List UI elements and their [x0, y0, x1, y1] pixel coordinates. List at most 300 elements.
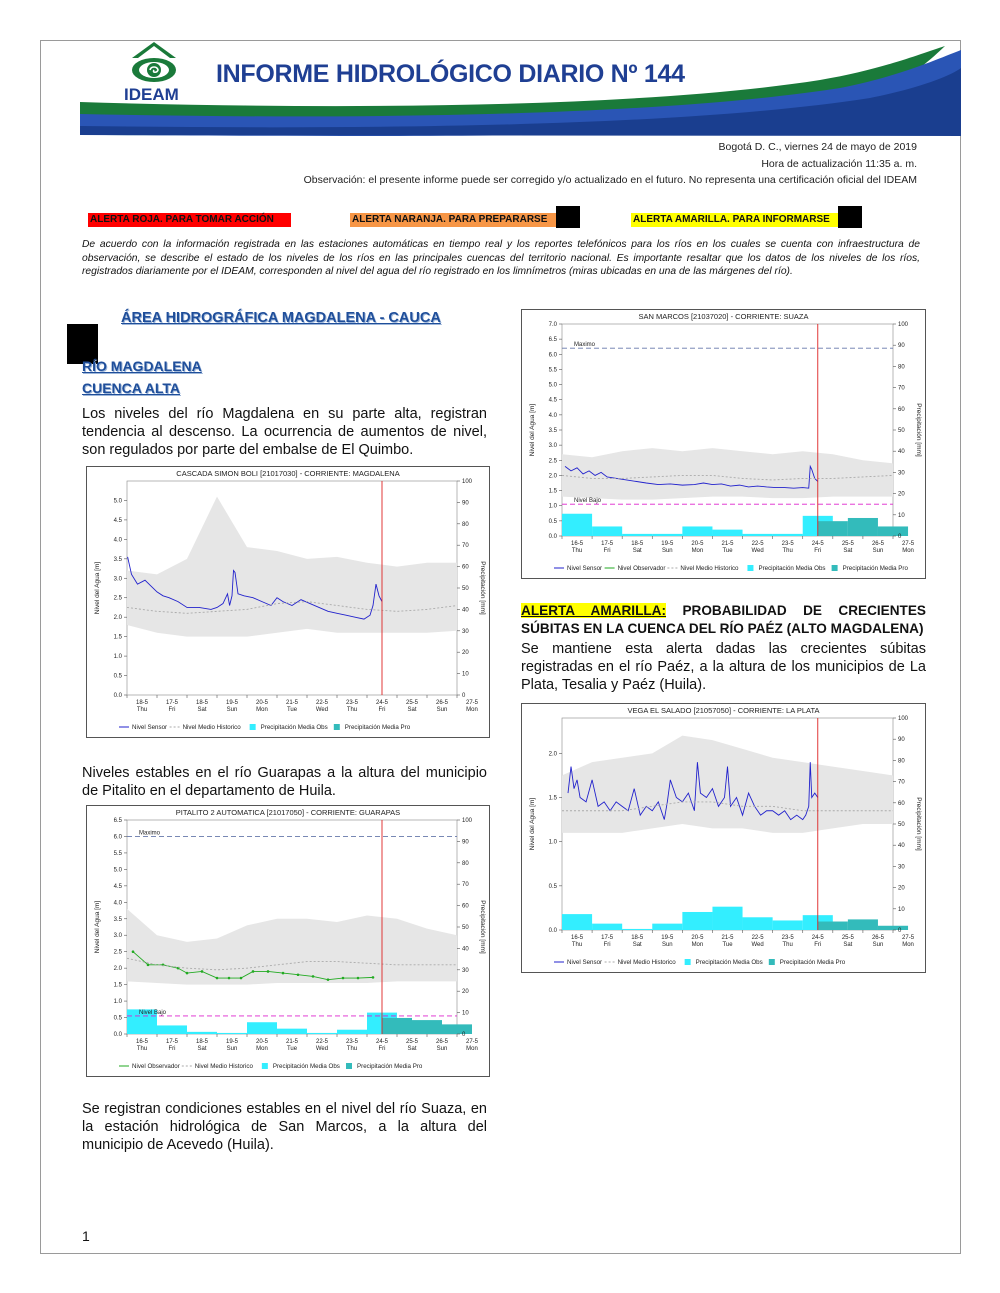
- low-level-label: Nivel Bajo: [574, 498, 602, 505]
- x-tick-label: 24-5: [375, 1039, 389, 1045]
- legend-swatch: [346, 1063, 352, 1069]
- y2-tick-label: 10: [462, 1010, 469, 1017]
- x-tick-day-label: Sun: [436, 1046, 448, 1052]
- magdalena-paragraph: Los niveles del río Magdalena en su parte alta, registran tendencia al descenso. La ocurrencia de aumentos de nivel, son regulados por parte del embalse de El Quimbo.: [82, 406, 487, 458]
- legend-label: Nivel Sensor: [567, 959, 603, 966]
- precip-pro-bar: [818, 521, 848, 536]
- x-tick-day-label: Fri: [378, 1046, 386, 1052]
- y2-tick-label: 40: [462, 946, 469, 953]
- x-tick-day-label: Sat: [407, 707, 417, 713]
- x-tick-label: 26-5: [871, 541, 884, 547]
- y2-tick-label: 10: [462, 671, 469, 678]
- legend-label: Precipitación Media Pro: [842, 565, 908, 572]
- x-tick-day-label: Mon: [691, 548, 704, 554]
- x-tick-day-label: Sat: [197, 707, 207, 713]
- precip-obs-bar: [217, 1033, 247, 1034]
- y-tick-label: 0.0: [113, 693, 122, 699]
- x-tick-day-label: Fri: [603, 942, 611, 948]
- ideam-logo: [124, 40, 184, 88]
- x-tick-day-label: Fri: [168, 1046, 176, 1052]
- series-point: [132, 950, 135, 953]
- max-level-label: Maximo: [574, 342, 596, 349]
- y-tick-label: 1.5: [113, 982, 122, 989]
- series-point: [147, 964, 150, 967]
- y-tick-label: 5.5: [113, 850, 122, 857]
- x-tick-label: 24-5: [375, 700, 389, 706]
- x-tick-label: 27-5: [465, 700, 479, 706]
- x-tick-label: 17-5: [601, 541, 614, 547]
- series-point: [327, 978, 330, 981]
- x-tick-label: 20-5: [691, 541, 704, 547]
- precip-obs-bar: [592, 526, 622, 536]
- legend-label: Nivel Observador: [617, 565, 666, 572]
- x-tick-label: 25-5: [405, 700, 419, 706]
- x-tick-day-label: Mon: [466, 1046, 478, 1052]
- y-tick-label: 0.5: [113, 673, 122, 680]
- x-tick-day-label: Thu: [782, 548, 793, 554]
- x-tick-label: 25-5: [841, 935, 854, 941]
- y-axis-label: Nivel del Agua [m]: [94, 561, 101, 615]
- precip-obs-bar: [682, 912, 712, 930]
- x-tick-label: 16-5: [571, 541, 584, 547]
- y2-tick-label: 40: [898, 449, 905, 456]
- y-tick-label: 3.0: [113, 576, 122, 583]
- y-axis-label: Nivel del Agua [m]: [529, 797, 536, 851]
- y2-tick-label: 0: [898, 534, 902, 540]
- series-point: [297, 973, 300, 976]
- y-tick-label: 5.5: [548, 367, 557, 374]
- x-tick-day-label: Tue: [286, 1046, 298, 1052]
- x-tick-day-label: Mon: [902, 548, 914, 554]
- series-point: [372, 976, 375, 979]
- y2-tick-label: 80: [898, 364, 905, 371]
- x-tick-day-label: Tue: [722, 942, 733, 948]
- y-tick-label: 4.0: [548, 412, 557, 419]
- precip-obs-bar: [187, 1032, 217, 1034]
- x-tick-label: 24-5: [811, 541, 824, 547]
- legend-label: Nivel Sensor: [567, 565, 603, 572]
- legend-label: Precipitación Media Obs: [695, 959, 763, 966]
- y2-axis-label: Precipitación [mm]: [479, 900, 486, 954]
- legend-swatch: [250, 724, 256, 730]
- y2-tick-label: 60: [462, 903, 469, 910]
- y-tick-label: 0.5: [548, 518, 557, 525]
- y-tick-label: 2.5: [113, 595, 122, 602]
- y2-tick-label: 20: [898, 491, 905, 498]
- y-axis-label: Nivel del Agua [m]: [529, 403, 536, 457]
- legend-label: Precipitación Media Obs: [260, 724, 328, 731]
- x-tick-label: 22-5: [315, 700, 329, 706]
- legend-label: Nivel Observador: [132, 1063, 180, 1070]
- x-tick-day-label: Sun: [436, 707, 448, 713]
- x-tick-day-label: Sun: [661, 942, 673, 948]
- x-tick-day-label: Sun: [872, 942, 884, 948]
- x-tick-label: 16-5: [135, 1039, 149, 1045]
- redaction-block: [838, 206, 862, 228]
- x-tick-day-label: Sun: [872, 548, 884, 554]
- suaza-paragraph: Se registran condiciones estables en el nivel del río Suaza, en la estación hidrológica de San Marcos, a la altura del municipio de Acevedo (Huila).: [82, 1101, 487, 1153]
- x-tick-label: 27-5: [902, 935, 915, 941]
- y-tick-label: 0.5: [113, 1015, 122, 1022]
- river-title: RÍO MAGDALENA: [82, 358, 202, 374]
- y-tick-label: 6.5: [548, 337, 557, 344]
- x-tick-label: 18-5: [135, 700, 149, 706]
- y2-tick-label: 10: [898, 512, 905, 519]
- chart-cascada: [86, 466, 490, 738]
- x-tick-day-label: Sat: [843, 548, 853, 554]
- yellow-alert-heading: [521, 602, 926, 638]
- x-tick-label: 21-5: [285, 700, 299, 706]
- x-tick-day-label: Thu: [136, 707, 148, 713]
- precip-obs-bar: [307, 1033, 337, 1034]
- x-tick-day-label: Fri: [814, 942, 822, 948]
- series-point: [282, 972, 285, 975]
- x-tick-day-label: Thu: [571, 548, 583, 554]
- y2-tick-label: 60: [462, 564, 469, 571]
- y2-tick-label: 100: [462, 818, 473, 824]
- series-point: [228, 977, 231, 980]
- x-tick-label: 26-5: [871, 935, 884, 941]
- legend-label: Nivel Medio Historico: [617, 959, 676, 966]
- legend-swatch: [769, 959, 775, 965]
- legend-label: Precipitación Media Pro: [357, 1063, 423, 1070]
- chart-title: SAN MARCOS [21037020] - CORRIENTE: SUAZA: [638, 312, 809, 321]
- y2-tick-label: 70: [898, 385, 905, 392]
- y-axis-label: Nivel del Agua [m]: [94, 900, 101, 954]
- chart-title: VEGA EL SALADO [21057050] - CORRIENTE: LA PLATA: [627, 706, 820, 715]
- y-tick-label: 1.0: [113, 999, 122, 1006]
- x-tick-day-label: Sat: [632, 548, 642, 554]
- x-tick-day-label: Sat: [843, 942, 853, 948]
- y2-tick-label: 10: [898, 906, 905, 913]
- x-tick-label: 24-5: [811, 935, 824, 941]
- x-tick-label: 22-5: [751, 935, 764, 941]
- precip-pro-bar: [878, 926, 908, 930]
- precip-obs-bar: [773, 920, 803, 930]
- x-tick-day-label: Sun: [226, 707, 238, 713]
- x-tick-day-label: Sun: [226, 1046, 238, 1052]
- precip-pro-bar: [412, 1020, 442, 1034]
- y-tick-label: 1.0: [548, 503, 557, 510]
- x-tick-day-label: Sat: [197, 1046, 207, 1052]
- redaction-block: [556, 206, 580, 228]
- x-tick-label: 17-5: [601, 935, 614, 941]
- x-tick-day-label: Thu: [346, 1046, 358, 1052]
- series-point: [240, 977, 243, 980]
- date-line: Bogotá D. C., viernes 24 de mayo de 2019: [718, 141, 917, 153]
- x-tick-day-label: Mon: [466, 707, 478, 713]
- y-tick-label: 4.5: [113, 517, 122, 524]
- precip-obs-bar: [622, 929, 652, 930]
- x-tick-day-label: Fri: [603, 548, 611, 554]
- y2-tick-label: 100: [462, 479, 473, 485]
- x-tick-label: 22-5: [751, 541, 764, 547]
- x-tick-day-label: Wed: [315, 707, 329, 713]
- legend-label: Nivel Medio Historico: [680, 565, 739, 572]
- x-tick-day-label: Fri: [814, 548, 822, 554]
- y-tick-label: 2.5: [548, 458, 557, 465]
- x-tick-day-label: Sat: [632, 942, 642, 948]
- y2-tick-label: 100: [898, 322, 909, 328]
- x-tick-label: 23-5: [781, 541, 794, 547]
- page-title: INFORME HIDROLÓGICO DIARIO Nº 144: [216, 60, 685, 88]
- x-tick-label: 20-5: [255, 1039, 269, 1045]
- y-tick-label: 7.0: [548, 322, 557, 328]
- y2-tick-label: 20: [462, 989, 469, 996]
- y2-tick-label: 0: [462, 693, 466, 699]
- precip-pro-bar: [848, 919, 878, 930]
- x-tick-label: 23-5: [345, 1039, 359, 1045]
- x-tick-label: 23-5: [345, 700, 359, 706]
- y2-tick-label: 20: [462, 650, 469, 657]
- x-tick-label: 20-5: [255, 700, 269, 706]
- y2-tick-label: 40: [898, 843, 905, 850]
- precip-pro-bar: [818, 922, 848, 930]
- y2-tick-label: 30: [898, 864, 905, 871]
- x-tick-day-label: Sun: [661, 548, 673, 554]
- x-tick-day-label: Thu: [782, 942, 793, 948]
- legend-swatch: [262, 1063, 268, 1069]
- precip-obs-bar: [157, 1025, 187, 1034]
- guarapas-paragraph: Niveles estables en el río Guarapas a la altura del municipio de Pitalito en el departamento de Huila.: [82, 765, 487, 799]
- precip-pro-bar: [442, 1024, 472, 1034]
- y-tick-label: 1.5: [113, 634, 122, 641]
- x-tick-label: 17-5: [165, 1039, 179, 1045]
- x-tick-day-label: Thu: [571, 942, 583, 948]
- y-tick-label: 2.0: [548, 473, 557, 480]
- precip-obs-bar: [277, 1029, 307, 1034]
- y-tick-label: 4.5: [113, 883, 122, 890]
- precip-obs-bar: [247, 1022, 277, 1034]
- legend-label: Nivel Medio Historico: [194, 1063, 253, 1070]
- y2-tick-label: 50: [462, 925, 469, 931]
- x-tick-label: 19-5: [661, 935, 674, 941]
- y2-tick-label: 70: [462, 882, 469, 889]
- y-tick-label: 4.0: [113, 537, 122, 544]
- y2-axis-label: Precipitación [mm]: [915, 403, 922, 457]
- precip-obs-bar: [712, 907, 742, 930]
- x-tick-label: 18-5: [195, 1039, 209, 1045]
- y-tick-label: 6.0: [113, 834, 122, 841]
- x-tick-label: 23-5: [781, 935, 794, 941]
- precip-pro-bar: [382, 1018, 412, 1034]
- x-tick-label: 22-5: [315, 1039, 329, 1045]
- x-tick-label: 16-5: [571, 935, 584, 941]
- y2-tick-label: 100: [898, 716, 909, 722]
- legend-label: Nivel Medio Historico: [182, 724, 241, 731]
- series-point: [201, 970, 204, 973]
- y2-tick-label: 80: [462, 521, 469, 528]
- x-tick-day-label: Mon: [256, 1046, 268, 1052]
- y-tick-label: 4.0: [113, 900, 122, 907]
- basin-title: CUENCA ALTA: [82, 380, 180, 396]
- y-tick-label: 1.0: [548, 839, 557, 846]
- x-tick-label: 19-5: [225, 700, 239, 706]
- x-tick-label: 19-5: [225, 1039, 239, 1045]
- chart-vega: [521, 703, 926, 973]
- x-tick-day-label: Wed: [315, 1046, 329, 1052]
- y-tick-label: 2.0: [548, 751, 557, 758]
- y-tick-label: 4.5: [548, 397, 557, 404]
- y-tick-label: 1.0: [113, 654, 122, 661]
- y-tick-label: 3.5: [548, 428, 557, 434]
- x-tick-day-label: Thu: [346, 707, 358, 713]
- legend-swatch: [832, 565, 838, 571]
- precip-obs-bar: [652, 534, 682, 536]
- y-tick-label: 5.0: [113, 498, 122, 505]
- y2-tick-label: 40: [462, 607, 469, 614]
- chart-sanmarcos: [521, 309, 926, 579]
- chart-title: PITALITO 2 AUTOMATICA [21017050] - CORRIENTE: GUARAPAS: [175, 808, 401, 817]
- y-tick-label: 0.0: [113, 1032, 122, 1038]
- x-tick-label: 21-5: [721, 935, 734, 941]
- y2-axis-label: Precipitación [mm]: [479, 561, 486, 615]
- legend-label: Precipitación Media Obs: [272, 1063, 340, 1070]
- orange-alert-badge: ALERTA NARANJA. PARA PREPARARSE: [350, 213, 565, 227]
- y-tick-label: 3.5: [113, 916, 122, 923]
- alert-paragraph: Se mantiene esta alerta dadas las crecientes súbitas registradas en el río Paéz, a la altura de los municipios de La Plata, Tesalia y Paéz (Huila).: [521, 641, 926, 693]
- precip-obs-bar: [562, 914, 592, 930]
- precip-obs-bar: [743, 534, 773, 536]
- x-tick-day-label: Fri: [168, 707, 176, 713]
- x-tick-label: 27-5: [902, 541, 915, 547]
- y-tick-label: 5.0: [113, 867, 122, 874]
- legend-label: Precipitación Media Obs: [758, 565, 826, 572]
- x-tick-label: 20-5: [691, 935, 704, 941]
- y-tick-label: 0.5: [548, 883, 557, 890]
- y2-tick-label: 70: [462, 543, 469, 550]
- y-tick-label: 3.0: [548, 443, 557, 450]
- precip-obs-bar: [682, 526, 712, 536]
- x-tick-label: 21-5: [285, 1039, 299, 1045]
- precip-obs-bar: [743, 917, 773, 930]
- x-tick-day-label: Sat: [407, 1046, 417, 1052]
- y2-tick-label: 50: [898, 428, 905, 434]
- y-tick-label: 0.0: [548, 534, 557, 540]
- series-point: [216, 977, 219, 980]
- intro-paragraph: De acuerdo con la información registrada en las estaciones automáticas en tiempo real y los reportes telefónicos para los ríos en los cuales se cuenta con infraestructura de observación, se describe el estado de los niveles de los ríos en las principales cuencas del territorio nacional. Es importante resaltar que los datos de los niveles de los ríos, registrados diariamente por el IDEAM, corresponden al nivel del agua del río registrado en los limnímetros (miras ubicadas en una de las márgenes del río).: [82, 239, 920, 277]
- x-tick-label: 25-5: [841, 541, 854, 547]
- y2-tick-label: 50: [462, 586, 469, 592]
- series-point: [357, 977, 360, 980]
- yellow-alert-badge: ALERTA AMARILLA. PARA INFORMARSE: [631, 213, 851, 227]
- area-title: ÁREA HIDROGRÁFICA MAGDALENA - CAUCA: [121, 310, 441, 326]
- y-tick-label: 1.5: [548, 488, 557, 495]
- legend-swatch: [747, 565, 753, 571]
- series-point: [186, 972, 189, 975]
- precip-pro-bar: [878, 526, 908, 536]
- x-tick-day-label: Fri: [378, 707, 386, 713]
- x-tick-label: 18-5: [631, 541, 644, 547]
- series-point: [252, 970, 255, 973]
- y2-tick-label: 90: [898, 343, 905, 350]
- red-alert-badge: ALERTA ROJA. PARA TOMAR ACCIÓN: [88, 213, 291, 227]
- legend-swatch: [334, 724, 340, 730]
- precip-obs-bar: [592, 924, 622, 930]
- precip-obs-bar: [562, 514, 592, 536]
- y2-tick-label: 50: [898, 822, 905, 828]
- x-tick-label: 26-5: [435, 700, 449, 706]
- chart-pitalito: [86, 805, 490, 1077]
- y2-tick-label: 30: [462, 967, 469, 974]
- y2-tick-label: 70: [898, 779, 905, 786]
- observation-line: Observación: el presente informe puede ser corregido y/o actualizado en el futuro. No representa una certificación oficial del IDEAM: [303, 174, 917, 186]
- legend-label: Precipitación Media Pro: [344, 724, 411, 731]
- precip-obs-bar: [622, 534, 652, 536]
- series-point: [312, 975, 315, 978]
- chart-title: CASCADA SIMON BOLI [21017030] - CORRIENTE: MAGDALENA: [176, 469, 400, 478]
- x-tick-label: 18-5: [631, 935, 644, 941]
- precip-obs-bar: [337, 1030, 367, 1034]
- y2-tick-label: 20: [898, 885, 905, 892]
- y-tick-label: 2.0: [113, 615, 122, 622]
- x-tick-label: 18-5: [195, 700, 209, 706]
- x-tick-day-label: Tue: [286, 707, 298, 713]
- alert-label: ALERTA AMARILLA:: [521, 603, 667, 618]
- x-tick-day-label: Mon: [902, 942, 914, 948]
- x-tick-day-label: Wed: [751, 548, 764, 554]
- x-tick-day-label: Mon: [691, 942, 704, 948]
- y2-tick-label: 60: [898, 406, 905, 413]
- y2-tick-label: 90: [462, 500, 469, 507]
- page-number: 1: [82, 1228, 90, 1244]
- series-point: [342, 977, 345, 980]
- precip-pro-bar: [848, 518, 878, 536]
- x-tick-label: 25-5: [405, 1039, 419, 1045]
- legend-label: Precipitación Media Pro: [779, 959, 846, 966]
- max-level-label: Maximo: [139, 830, 161, 837]
- y2-axis-label: Precipitación [mm]: [915, 797, 922, 851]
- series-point: [267, 970, 270, 973]
- y-tick-label: 3.5: [113, 556, 122, 563]
- y-tick-label: 3.0: [113, 933, 122, 940]
- legend-label: Nivel Sensor: [132, 724, 168, 731]
- legend-swatch: [685, 959, 691, 965]
- y-tick-label: 5.0: [548, 382, 557, 389]
- logo-text: IDEAM: [124, 85, 179, 104]
- x-tick-day-label: Tue: [722, 548, 733, 554]
- x-tick-label: 17-5: [165, 700, 179, 706]
- x-tick-label: 19-5: [661, 541, 674, 547]
- y2-tick-label: 30: [898, 470, 905, 477]
- y2-tick-label: 0: [898, 928, 902, 934]
- y2-tick-label: 30: [462, 628, 469, 635]
- y-tick-label: 1.5: [548, 795, 557, 802]
- precip-obs-bar: [652, 924, 682, 930]
- x-tick-label: 27-5: [465, 1039, 479, 1045]
- y2-tick-label: 90: [898, 737, 905, 744]
- precip-obs-bar: [773, 534, 803, 536]
- y2-tick-label: 60: [898, 800, 905, 807]
- precip-obs-bar: [712, 530, 742, 536]
- y2-tick-label: 90: [462, 839, 469, 846]
- x-tick-label: 26-5: [435, 1039, 449, 1045]
- alert-title: PROBABILIDAD DE CRECIENTES SÚBITAS EN LA CUENCA DEL RÍO PAÉZ (ALTO MAGDALENA): [521, 603, 926, 636]
- x-tick-day-label: Thu: [136, 1046, 148, 1052]
- x-tick-day-label: Wed: [751, 942, 764, 948]
- y2-tick-label: 80: [462, 860, 469, 867]
- y2-tick-label: 80: [898, 758, 905, 765]
- y2-tick-label: 0: [462, 1032, 466, 1038]
- y-tick-label: 2.5: [113, 949, 122, 956]
- y-tick-label: 6.5: [113, 818, 122, 824]
- x-tick-day-label: Mon: [256, 707, 268, 713]
- y-tick-label: 2.0: [113, 966, 122, 973]
- update-line: Hora de actualización 11:35 a. m.: [761, 158, 917, 170]
- low-level-label: Nivel Bajo: [139, 1009, 167, 1016]
- y-tick-label: 6.0: [548, 352, 557, 359]
- x-tick-label: 21-5: [721, 541, 734, 547]
